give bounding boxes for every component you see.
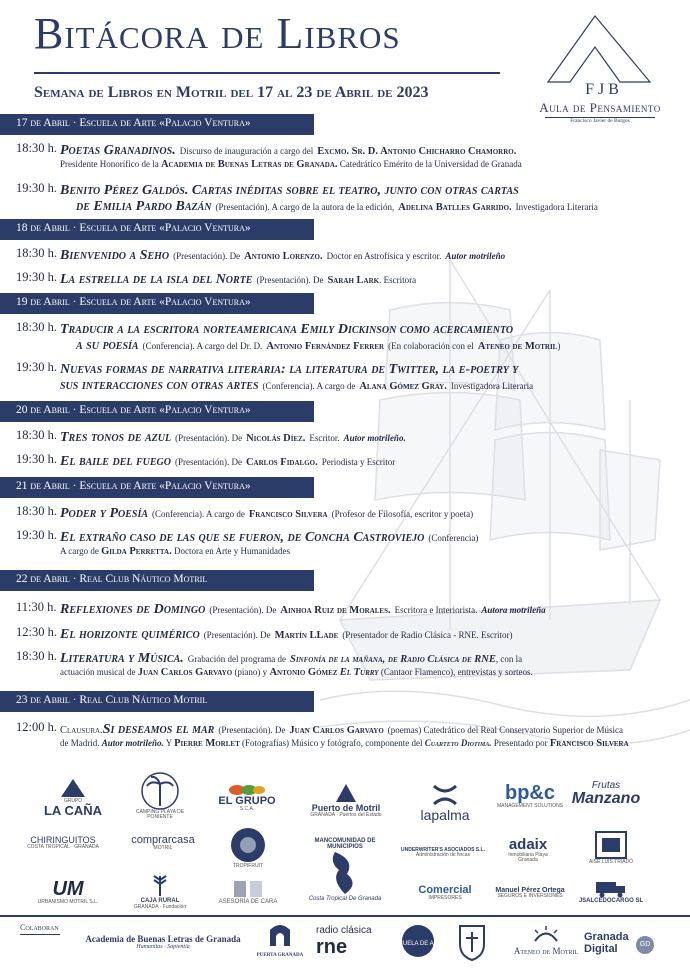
sponsor-comercial: Comercial IMPRESORES <box>418 883 472 902</box>
event-person: Sarah Lark <box>327 275 380 286</box>
event-person: Nicolás Díez. <box>246 433 306 444</box>
event-desc-b: , con la <box>495 654 523 664</box>
crest-icon <box>456 922 488 962</box>
event-title: La estrella de la isla del Norte <box>60 272 253 287</box>
event-role: (En colaboración con el <box>388 341 474 351</box>
event-line2c: Catedrático Emérito de la Universidad de Granada <box>339 159 522 169</box>
cane-icon <box>58 777 88 799</box>
event-time: 19:30 h. <box>16 270 57 284</box>
event-time: 12:00 h. <box>16 720 57 734</box>
collab-club-nautico <box>452 922 492 967</box>
asesoria-mark-icon <box>230 879 266 899</box>
event-desc: (Presentación). De <box>209 605 277 615</box>
sponsor-manzano: Frutas Manzano <box>571 779 641 808</box>
sponsor-caja-rural: CAJA RURAL GRANADA · Fundación <box>130 870 190 914</box>
event-prefix: Clausura. <box>60 725 103 736</box>
event-title: El horizonte quimérico <box>60 627 200 642</box>
event-title: Poetas Granadinos. <box>60 143 176 158</box>
event-time: 11:30 h. <box>16 600 57 614</box>
sun-icon <box>531 928 561 942</box>
collab-escuela-arte <box>390 924 446 963</box>
event-line2a: A cargo de <box>60 546 99 556</box>
event-person: Carlos Fidalgo. <box>245 457 318 468</box>
collab-academia: Academia de Buenas Letras de Granada Humanitas · Sapientia <box>85 934 241 951</box>
event-desc: Discurso de inauguración a cargo del <box>179 146 314 156</box>
event-desc: (Presentación). De <box>218 725 286 735</box>
truck-icon <box>594 880 628 898</box>
event-desc: (Presentación). De <box>173 251 241 261</box>
event-title: Reflexiones de Domingo <box>60 602 206 617</box>
event-title: Bienvenido a Seho <box>60 248 170 263</box>
event-mid: (piano) y <box>234 667 268 677</box>
event-desc: (Presentación). A cargo de la autora de la edición, <box>215 202 395 212</box>
sponsor-mancomunidad: MANCOMUNIDAD DE MUNICIPIOS Costa Tropical De Granada <box>308 837 382 903</box>
sponsor-comprarcasa: comprarcasa MOTRIL <box>131 833 195 852</box>
sponsor-la-cana: GRUPO LA CAÑA <box>38 770 108 825</box>
event-person-2: Pierre Morlet <box>174 738 240 749</box>
page-subtitle: Semana de Libros en Motril del 17 al 23 de Abril de 2023 <box>34 84 429 101</box>
collaborators-rule <box>20 934 60 935</box>
event-person: Martín LLade <box>274 630 339 641</box>
event-time: 18:30 h. <box>16 320 57 334</box>
sponsor-underwriters: UNDERWRITER'S ASOCIADOS S.L. Administración de fincas <box>401 846 485 858</box>
sponsor-urbanismo: UM URBANISMO MOTRIL S.L. <box>37 877 99 905</box>
day-header-23: 23 de Abril · Real Club Náutico Motril <box>0 691 314 712</box>
event-time: 19:30 h. <box>16 528 57 542</box>
leaf-icon <box>227 784 267 796</box>
x-leaf-icon <box>430 782 460 808</box>
sponsor-aise: AISE LUIS TRIADÓ <box>586 826 636 870</box>
event-time: 12:30 h. <box>16 625 57 639</box>
day-header-19: 19 de Abril · Escuela de Arte «Palacio Ventura» <box>0 293 314 314</box>
event-role: (poemas) Catedrático del Real Conservatorio Superior de Música <box>387 725 623 735</box>
event-time: 18:30 h. <box>16 246 57 260</box>
page-title: Bitácora de Libros <box>34 9 401 58</box>
sponsor-bpc: bp&c MANAGEMENT SOLUTIONS <box>496 782 564 810</box>
event-line2a: Presidente Honorífico de la <box>60 159 159 169</box>
event-title-cont: a su poesía <box>76 338 139 353</box>
day-header-17: 17 de Abril · Escuela de Arte «Palacio Ventura» <box>0 114 314 135</box>
logo-subname: Francisco Javier de Burgos <box>570 118 630 124</box>
event-person: Gilda Perretta. <box>101 546 172 557</box>
event-person: Juan Carlos Garvayo <box>137 667 233 678</box>
event-desc: (Conferencia). A cargo del Dr. D. <box>142 341 263 351</box>
event-desc: (Presentación). De <box>203 630 271 640</box>
event-title: Nuevas formas de narrativa literaria: la literatura de Twitter, la e-poetry y <box>60 362 519 377</box>
event-person-2: Antonio Gómez <box>269 667 338 678</box>
event-mid: Y <box>165 738 172 748</box>
sponsor-puerto-motril: Puerto de Motril GRANADA · Puertos del Estado <box>296 770 396 830</box>
event-title: Traducir a la escritora norteamericana Emily Dickinson como acercamiento <box>60 322 514 337</box>
sponsor-lapalma: lapalma <box>410 774 480 830</box>
sponsor-chiringuitos: CHIRINGUITOS COSTA TROPICAL · GRANADA <box>27 834 99 851</box>
event-desc: (Conferencia) <box>428 533 479 543</box>
event-note: Autora motrileña <box>481 605 546 615</box>
gd-badge: GD <box>636 936 654 954</box>
event-title-cont: de Emilia Pardo Bazán <box>76 199 212 214</box>
event-person: Antonio Fernández Ferrer <box>266 341 385 352</box>
event-role: Investigadora Literaria <box>450 381 534 391</box>
sponsor-jsalcedo: JSALCEDOCARGO SL <box>576 872 646 912</box>
event-title: Literatura y Música. <box>60 651 184 666</box>
logo-name: Aula de Pensamiento <box>539 100 661 115</box>
event-role: Escritora e Interiorista. <box>394 605 478 615</box>
logo-letters: F J B <box>585 81 619 98</box>
event-ensemble: Cuarteto Diotima. <box>424 738 492 748</box>
collaborators-label: Colaboran <box>20 923 59 932</box>
event-title-cont: sus interacciones con otras artes <box>60 378 259 393</box>
event-desc: Grabación del programa de <box>187 654 286 664</box>
event-time: 19:30 h. <box>16 181 57 195</box>
event-partner: Ateneo de Motril <box>477 341 558 352</box>
event-time: 18:30 h. <box>16 649 57 663</box>
event-mid-3: Presentado por <box>493 738 548 748</box>
event-title: El baile del fuego <box>60 454 171 469</box>
event-institution: Academia de Buenas Letras de Granada. <box>160 159 338 170</box>
event-role: (Presentador de Radio Clásica - RNE. Escritor) <box>342 630 513 640</box>
event-role: (Profesor de Filosofía, escritor y poeta) <box>331 509 474 519</box>
event-person-3: Francisco Silvera <box>549 738 629 749</box>
event-desc: (Presentación). De <box>175 433 243 443</box>
collab-puerta-granada: PUERTA GRANADA <box>256 922 304 958</box>
event-time: 18:30 h. <box>16 504 57 518</box>
event-person: Francisco Silvera <box>248 509 328 520</box>
collab-rne: radio clásica rne <box>316 925 372 958</box>
sponsor-manuel-perez: Manuel Pérez Ortega SEGUROS E INVERSIONES <box>495 886 565 900</box>
day-header-18: 18 de Abril · Escuela de Arte «Palacio Ventura» <box>0 219 314 240</box>
event-role: (Cantaor Flamenco), entrevistas y sorteos. <box>380 667 533 677</box>
event-title: Benito Pérez Galdós. Cartas inéditas sobre el teatro, junto con otras cartas <box>60 183 519 198</box>
event-role: Periodista y Escritor <box>321 457 396 467</box>
event-desc: (Presentación). De <box>174 457 242 467</box>
event-line2a: de Madrid. <box>60 738 100 748</box>
day-header-21: 21 de Abril · Escuela de Arte «Palacio Ventura» <box>0 477 314 498</box>
building-icon <box>594 830 628 860</box>
collab-ateneo: Ateneo de Motril <box>512 928 580 956</box>
event-desc: (Presentación). De <box>256 275 324 285</box>
event-role: Doctor en Astrofísica y escritor. <box>326 251 442 261</box>
event-time: 19:30 h. <box>16 360 57 374</box>
event-time: 18:30 h. <box>16 141 57 155</box>
event-desc: (Conferencia). A cargo de <box>152 509 245 519</box>
event-note: Autor motrileño. <box>101 738 164 748</box>
event-title: Tres tonos de azul <box>60 430 172 445</box>
event-role: Investigadora Literaria <box>515 202 598 212</box>
event-title: Poder y Poesía <box>60 506 149 521</box>
event-role: . Escritora <box>379 275 417 285</box>
event-person: Adelina Batlles Garrido. <box>398 202 512 213</box>
event-time: 19:30 h. <box>16 452 57 466</box>
sponsor-camping: CAMPING PLAYA DE PONIENTE <box>130 766 190 826</box>
event-person: Excmo. Sr. D. Antonio Chicharro Chamorro. <box>317 146 517 157</box>
event-person: Antonio Lorenzo. <box>244 251 323 262</box>
collab-granada-digital: Granada Digital GD <box>584 932 660 955</box>
region-map-icon <box>325 850 365 896</box>
event-note: Autor motrileño. <box>343 433 406 443</box>
sponsor-adaix: adaix Inmobiliaria Playa Granada <box>508 835 548 863</box>
svg-text:ESCUELA DE ARTE: ESCUELA DE ARTE <box>390 941 446 947</box>
palm-icon <box>139 772 181 810</box>
sponsor-asesoria: ASESORÍA DE CARA <box>208 872 288 912</box>
gate-icon <box>267 922 293 948</box>
event-time: 18:30 h. <box>16 428 57 442</box>
event-program: Sinfonía de la mañana, de Radio Clásica de RNE <box>289 654 496 665</box>
event-person: Juan Carlos Garvayo <box>289 725 384 736</box>
title-underline <box>34 72 500 74</box>
event-role: Doctora en Arte y Humanidades <box>173 546 290 556</box>
wheat-icon <box>145 874 175 898</box>
port-icon <box>334 782 358 804</box>
event-desc: (Conferencia). A cargo de <box>262 381 356 391</box>
fruit-badge-icon <box>229 826 267 864</box>
sponsor-el-grupo: EL GRUPO S.C.A. <box>212 778 282 818</box>
sponsor-logos <box>0 760 690 915</box>
day-header-22: 22 de Abril · Real Club Náutico Motril <box>0 570 314 591</box>
event-person: Ainhoa Ruiz de Morales. <box>280 605 391 616</box>
event-role: Escritor. <box>309 433 340 443</box>
day-header-20: 20 de Abril · Escuela de Arte «Palacio Ventura» <box>0 401 314 422</box>
event-title: Si deseamos el mar <box>102 722 215 737</box>
event-line2a: actuación musical de <box>60 667 136 677</box>
event-note: Autor motrileño <box>445 251 506 261</box>
event-title: El extraño caso de las que se fueron, de Concha Castroviejo <box>60 530 425 545</box>
escuela-badge-icon <box>390 924 446 958</box>
event-role-close: ) <box>557 341 561 351</box>
event-mid-2: (Fotografías) Músico y fotógrafo, componente del <box>242 738 423 748</box>
event-person: Alana Gómez Gray. <box>359 381 447 392</box>
event-person-2-alias: El Turry <box>339 667 379 678</box>
sponsor-tropifruit: TROPIFRUIT <box>224 828 272 868</box>
